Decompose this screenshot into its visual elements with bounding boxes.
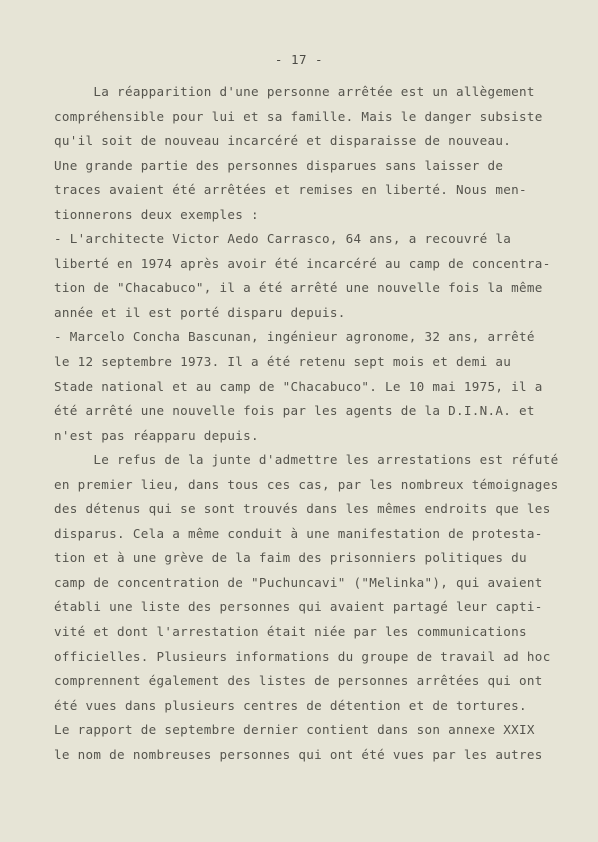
text-line: Stade national et au camp de "Chacabuco". Le 10 mai 1975, il a [54,378,543,394]
page-number: - 17 - [274,52,324,67]
text-line: qu'il soit de nouveau incarcéré et disparaisse de nouveau. [54,133,512,149]
text-line: le nom de nombreuses personnes qui ont été vues par les autres [54,746,543,762]
body-text [54,80,559,767]
text-line: le 12 septembre 1973. Il a été retenu sept mois et demi au [54,354,512,370]
text-line: officielles. Plusieurs informations du groupe de travail ad hoc [54,648,551,664]
text-line: Une grande partie des personnes disparues sans laisser de [54,157,504,173]
text-line: vité et dont l'arrestation était niée par les communications [54,624,527,640]
text-line: camp de concentration de "Puchuncavi" ("Melinka"), qui avaient [54,574,543,590]
text-line: des détenus qui se sont trouvés dans les mêmes endroits que les [54,501,551,517]
text-line: établi une liste des personnes qui avaient partagé leur capti- [54,599,543,615]
text-line: n'est pas réapparu depuis. [54,427,259,443]
text-line: - L'architecte Victor Aedo Carrasco, 64 ans, a recouvré la [54,231,512,247]
text-line: liberté en 1974 après avoir été incarcéré au camp de concentra- [54,255,551,271]
text-line: La réapparition d'une personne arrêtée est un allègement [54,84,535,99]
text-line: en premier lieu, dans tous ces cas, par les nombreux témoignages [54,476,559,492]
text-line: Le refus de la junte d'admettre les arrestations est réfuté [54,452,559,468]
text-line: Le rapport de septembre dernier contient dans son annexe XXIX [54,722,535,738]
text-line: - Marcelo Concha Bascunan, ingénieur agronome, 32 ans, arrêté [54,329,535,345]
text-line: tionnerons deux exemples : [54,206,259,222]
text-line: compréhensible pour lui et sa famille. Mais le danger subsiste [54,108,543,124]
text-line: disparus. Cela a même conduit à une manifestation de protesta- [54,525,543,541]
text-line: tion de "Chacabuco", il a été arrêté une nouvelle fois la même [54,280,543,296]
text-line: tion et à une grève de la faim des prisonniers politiques du [54,550,527,566]
text-line: été vues dans plusieurs centres de détention et de tortures. [54,697,527,713]
text-line: année et il est porté disparu depuis. [54,304,346,320]
text-line: comprennent également des listes de personnes arrêtées qui ont [54,673,543,689]
text-line: été arrêté une nouvelle fois par les agents de la D.I.N.A. et [54,403,535,419]
text-line: traces avaient été arrêtées et remises en liberté. Nous men- [54,182,527,198]
